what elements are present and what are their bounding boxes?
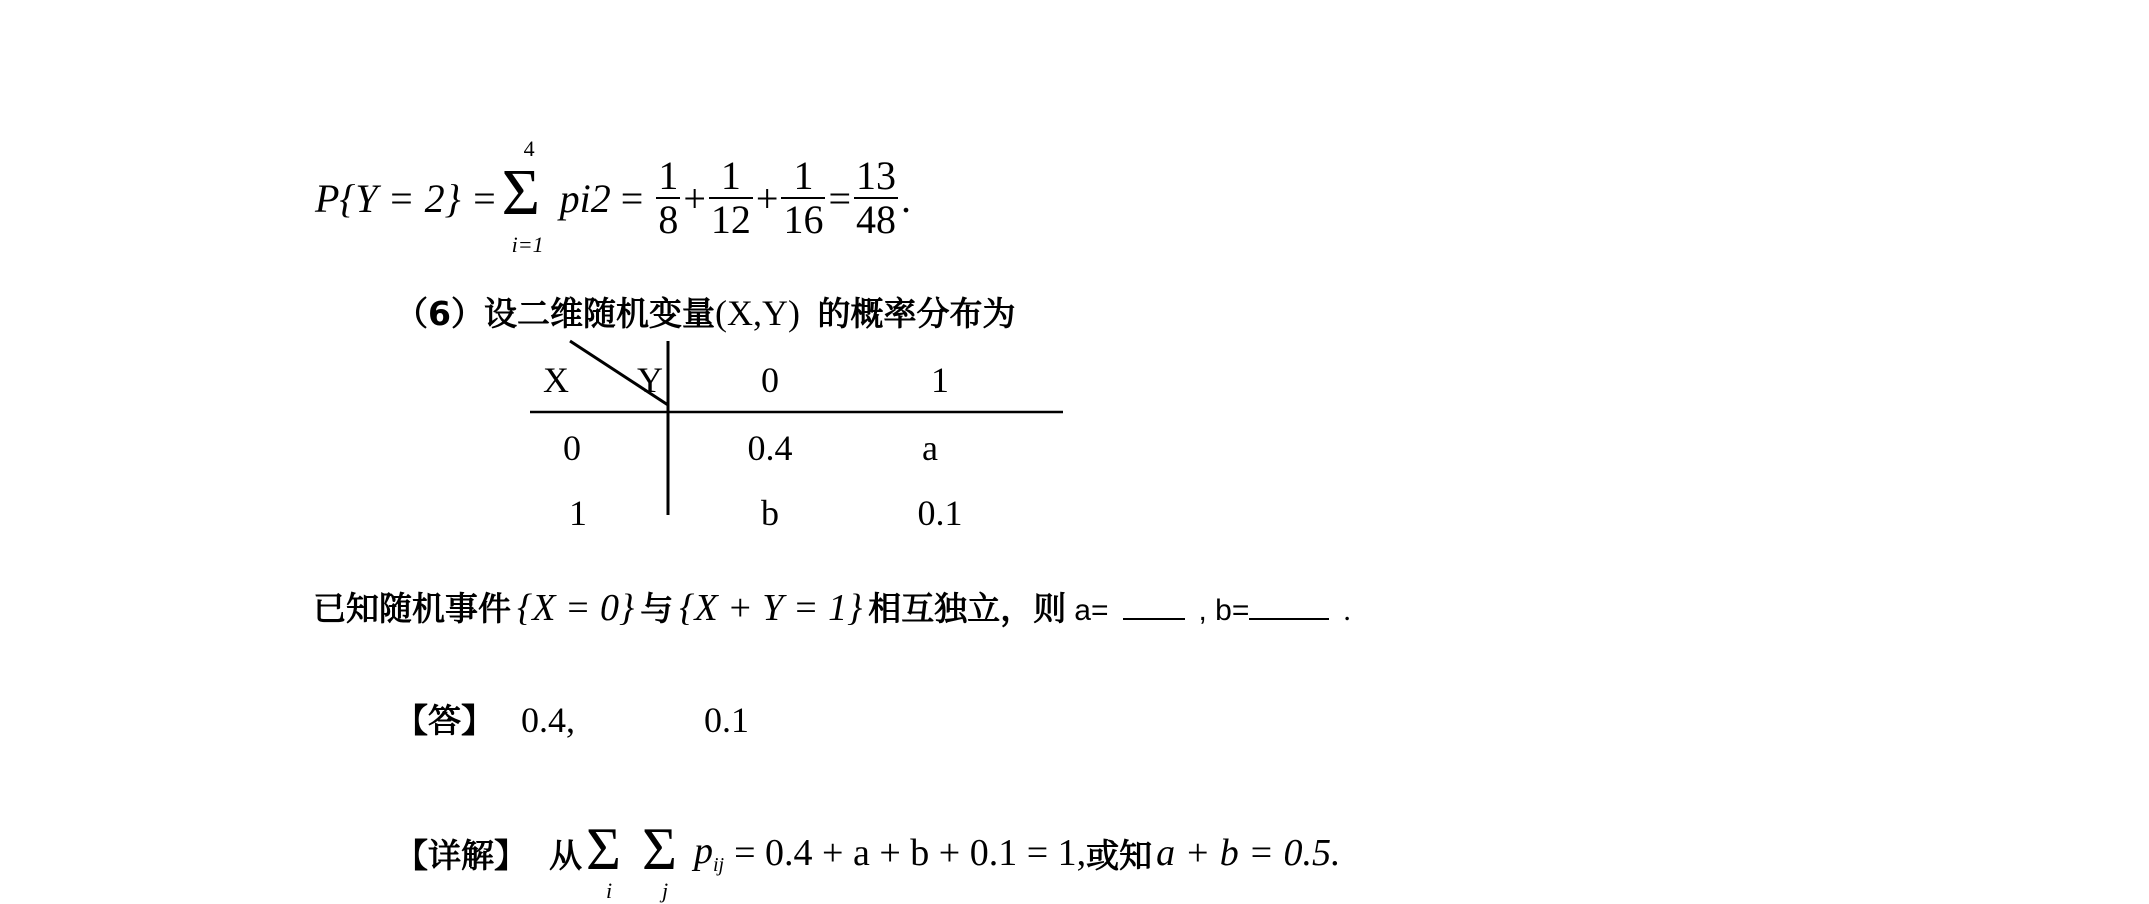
table-corner-x: X (543, 360, 569, 400)
cell-0-0: 0.4 (747, 428, 793, 468)
p-ij: $p_{ij}$ (694, 830, 725, 876)
answer-value-a: 0.4, (521, 700, 575, 740)
plus-sign: + (683, 175, 706, 221)
sigma-icon: Σ (586, 816, 621, 882)
row-header-1: 1 (569, 493, 587, 533)
problem-statement (395, 288, 1015, 335)
detail-line (395, 808, 1341, 903)
summation-symbol (502, 138, 556, 258)
condition-text-b: 与 (640, 589, 674, 628)
answer-value-b: 0.1 (704, 700, 749, 740)
condition-text-a: 已知随机事件 (313, 589, 511, 628)
formula-prob-y2 (315, 133, 911, 263)
period: . (901, 175, 912, 221)
row-header-0: 0 (563, 428, 581, 468)
table-corner-y: Y (637, 360, 663, 400)
detail-equation: = 0.4 + a + b + 0.1 = 1, (734, 832, 1087, 874)
summation-i (586, 808, 634, 903)
b-label: , b= (1198, 594, 1250, 627)
plus-sign: + (755, 175, 779, 221)
condition-end: . (1343, 594, 1351, 627)
condition-statement (313, 583, 1351, 630)
fraction-result: $\frac{13}{48}$ (856, 153, 897, 242)
summation-j (642, 808, 690, 903)
fraction-2: $\frac{1}{12}$ (710, 153, 751, 242)
detail-text-a: 从 (549, 835, 582, 875)
condition-text-c: 相互独立，则 (868, 589, 1067, 628)
blank-b (1249, 618, 1329, 620)
detail-text-b: 或知 (1086, 835, 1153, 875)
sigma-icon: Σ (642, 816, 677, 882)
col-header-1: 1 (931, 360, 949, 400)
sum-lower-limit: i=1 (511, 232, 544, 257)
distribution-table (530, 335, 1070, 533)
problem-text-a: 设二维随机变量 (483, 294, 715, 333)
equals-sign: = (828, 175, 852, 221)
blank-a (1123, 618, 1185, 620)
formula-lhs: P{Y = 2} = (315, 175, 498, 221)
answer-line (395, 695, 749, 742)
fraction-1: $\frac{1}{8}$ (658, 153, 679, 242)
a-label: a= (1074, 594, 1109, 627)
problem-number: （6） (395, 294, 484, 333)
cell-1-0: b (761, 493, 779, 533)
fraction-3: $\frac{1}{16}$ (783, 153, 824, 242)
sum-upper-limit: 4 (523, 136, 535, 161)
variable-pair: (X,Y) (714, 293, 800, 333)
sigma-icon: Σ (501, 156, 541, 229)
sum-index-i: i (606, 878, 613, 903)
detail-label: 【详解】 (395, 835, 527, 875)
detail-equation-2: a + b = 0.5. (1156, 832, 1341, 874)
answer-label: 【答】 (395, 701, 494, 740)
problem-text-b: 的概率分布为 (817, 294, 1016, 333)
cell-1-1: 0.1 (917, 493, 963, 533)
col-header-0: 0 (761, 360, 779, 400)
sum-index-j: j (662, 878, 669, 903)
event-x0: {X = 0} (517, 587, 635, 629)
equals-sign: = (610, 175, 654, 221)
sum-term: pi2 (559, 175, 611, 221)
cell-0-1: a (922, 428, 938, 468)
event-xy1: {X + Y = 1} (679, 587, 863, 629)
